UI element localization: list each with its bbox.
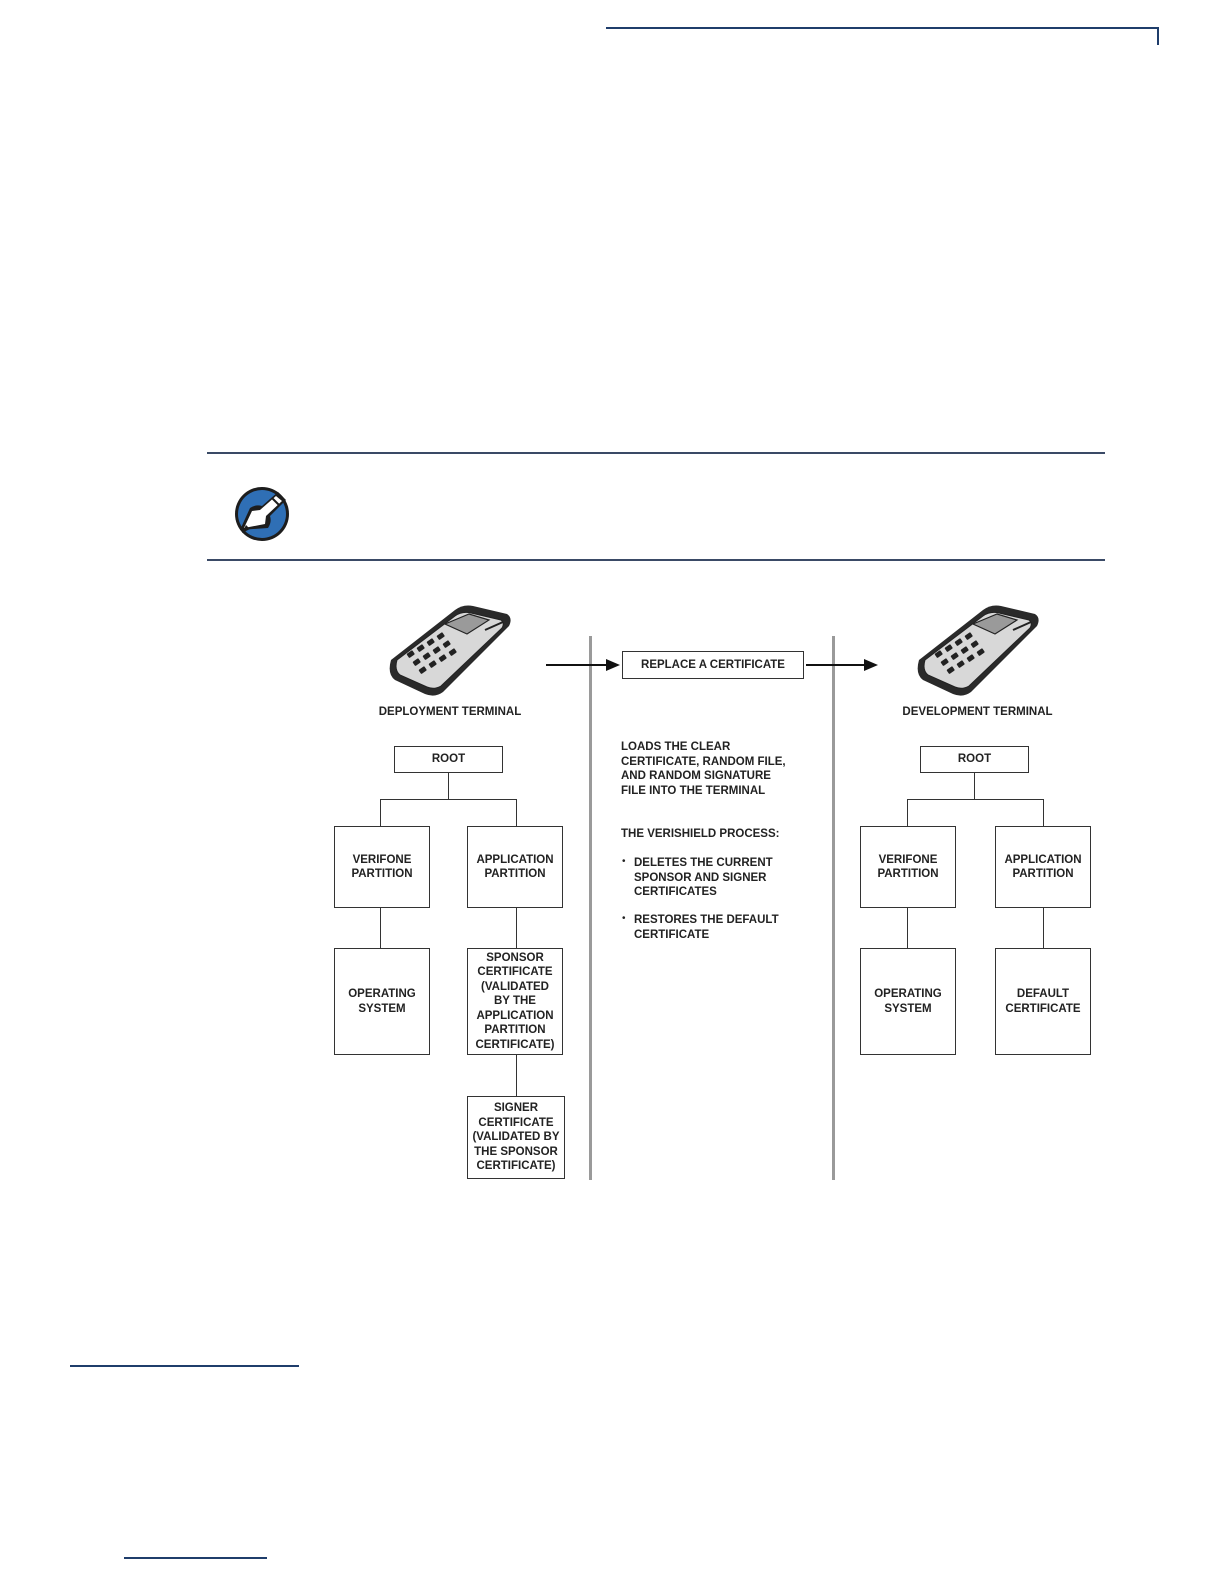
arrow-to-development [806, 657, 880, 673]
right-root-branch [907, 799, 1044, 800]
right-application-partition-box: APPLICATION PARTITION [995, 826, 1091, 908]
right-root-box: ROOT [920, 746, 1029, 773]
replace-certificate-box: REPLACE A CERTIFICATE [622, 651, 804, 679]
left-root-branch [380, 799, 517, 800]
left-application-to-sponsor [516, 908, 517, 949]
left-root-box: ROOT [394, 746, 503, 773]
default-certificate-box: DEFAULT CERTIFICATE [995, 948, 1091, 1055]
left-operating-system-box: OPERATING SYSTEM [334, 948, 430, 1055]
right-root-stem [974, 773, 975, 800]
left-branch-verifone [380, 799, 381, 827]
separator-left [589, 636, 592, 1180]
left-application-partition-box: APPLICATION PARTITION [467, 826, 563, 908]
loads-description: LOADS THE CLEAR CERTIFICATE, RANDOM FILE, AND RANDOM SIGNATURE FILE INTO THE TERMINAL [621, 741, 786, 797]
right-operating-system-box: OPERATING SYSTEM [860, 948, 956, 1055]
right-verifone-to-os [907, 908, 908, 949]
separator-right [832, 636, 835, 1180]
payment-terminal-icon [913, 600, 1043, 700]
bullet-marker: • [622, 913, 626, 924]
left-root-stem [448, 773, 449, 800]
sponsor-to-signer [516, 1055, 517, 1097]
left-verifone-partition-box: VERIFONE PARTITION [334, 826, 430, 908]
right-branch-verifone [907, 799, 908, 827]
payment-terminal-icon [385, 600, 515, 700]
bullet-marker: • [622, 856, 626, 867]
left-branch-application [516, 799, 517, 827]
arrow-to-action [546, 657, 622, 673]
signer-certificate-box: SIGNER CERTIFICATE (VALIDATED BY THE SPONSOR CERTIFICATE) [467, 1096, 565, 1179]
sponsor-certificate-box: SPONSOR CERTIFICATE (VALIDATED BY THE APPLICATION PARTITION CERTIFICATE) [467, 948, 563, 1055]
right-application-to-default [1043, 908, 1044, 949]
right-verifone-partition-box: VERIFONE PARTITION [860, 826, 956, 908]
left-verifone-to-os [380, 908, 381, 949]
development-terminal-label: DEVELOPMENT TERMINAL [902, 706, 1053, 718]
right-branch-application [1043, 799, 1044, 827]
bullet-deletes: DELETES THE CURRENT SPONSOR AND SIGNER CERTIFICATES [634, 857, 773, 898]
verishield-process-heading: THE VERISHIELD PROCESS: [621, 828, 780, 840]
deployment-terminal-label: DEPLOYMENT TERMINAL [378, 706, 522, 718]
bullet-restores: RESTORES THE DEFAULT CERTIFICATE [634, 914, 779, 941]
